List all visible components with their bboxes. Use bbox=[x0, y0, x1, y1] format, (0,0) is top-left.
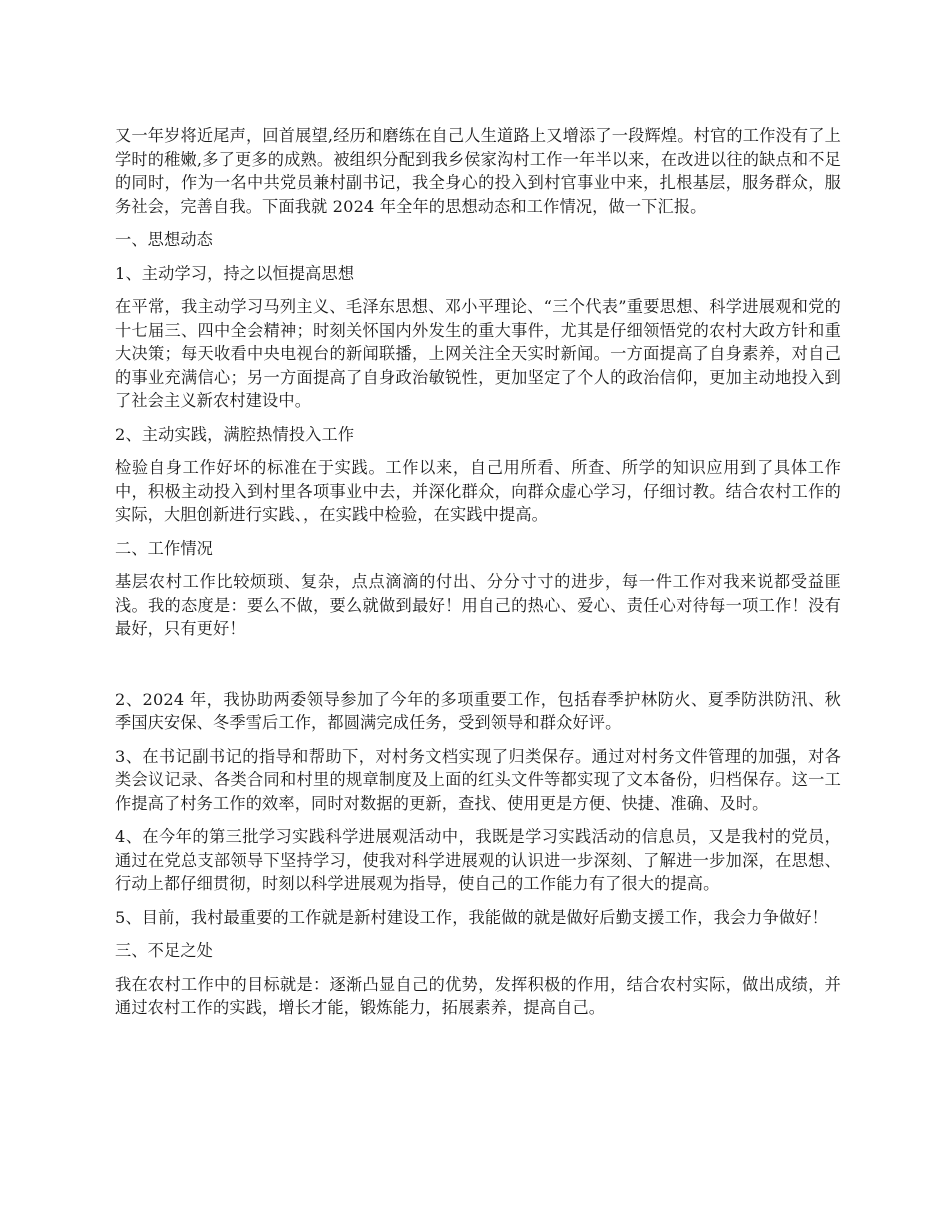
work-item-2: 2、2024 年，我协助两委领导参加了今年的多项重要工作，包括春季护林防火、夏季防洪防汛、秋季国庆安保、冬季雪后工作，都圆满完成任务，受到领导和群众好评。 bbox=[115, 689, 841, 732]
blank-gap bbox=[115, 651, 841, 688]
subheading-active-study: 1、主动学习，持之以恒提高思想 bbox=[115, 263, 355, 283]
subheading-active-practice: 2、主动实践，满腔热情投入工作 bbox=[115, 424, 355, 444]
work-item-4: 4、在今年的第三批学习实践科学进展观活动中，我既是学习实践活动的信息员，又是我村的党员，通过在党总支部领导下坚持学习，使我对科学进展观的认识进一步深刻、了解进一步加深，在思想、行动上都仔细贯彻，时刻以科学进展观为指导，使自己的工作能力有了很大的提高。 bbox=[115, 827, 841, 893]
section-heading-thought: 一、思想动态 bbox=[115, 230, 214, 249]
shortcomings-paragraph: 我在农村工作中的目标就是：逐渐凸显自己的优势，发挥积极的作用，结合农村实际，做出成绩，并通过农村工作的实践，增长才能，锻炼能力，拓展素养，提高自己。 bbox=[115, 974, 841, 1017]
work-item-3: 3、在书记副书记的指导和帮助下，对村务文档实现了归类保存。通过对村务文件管理的加强，对各类会议记录、各类合同和村里的规章制度及上面的红头文件等都实现了文本备份，归档保存。这一工作提高了村务工作的效率，同时对数据的更新，查找、使用更是方便、快捷、准确、及时。 bbox=[115, 746, 841, 813]
work-item-5: 5、目前，我村最重要的工作就是新村建设工作，我能做的就是做好后勤支援工作，我会力争做好！ bbox=[115, 907, 828, 927]
practice-paragraph: 检验自身工作好坏的标准在于实践。工作以来，自己用所看、所查、所学的知识应用到了具体工作中，积极主动投入到村里各项事业中去，并深化群众，向群众虚心学习，仔细讨教。结合农村工作的实际，大胆创新进行实践、，在实践中检验，在实践中提高。 bbox=[115, 458, 841, 524]
section-heading-work: 二、工作情况 bbox=[115, 538, 214, 558]
intro-paragraph: 又一年岁将近尾声，回首展望,经历和磨练在自己人生道路上又增添了一段辉煌。村官的工作没有了上学时的稚嫩,多了更多的成熟。被组织分配到我乡侯家沟村工作一年半以来，在改进以往的缺点和不足的同时，作为一名中共党员兼村副书记，我全身心的投入到村官事业中来，扎根基层，服务群众，服务社会，完善自我。下面我就 2024 年全年的思想动态和工作情况，做一下汇报。 bbox=[115, 126, 841, 216]
work-paragraph: 基层农村工作比较烦琐、复杂，点点滴滴的付出、分分寸寸的进步，每一件工作对我来说都受益匪浅。我的态度是：要么不做，要么就做到最好！用自己的热心、爱心、责任心对待每一项工作！没有最好，只有更好！ bbox=[115, 572, 841, 638]
section-heading-shortcomings: 三、不足之处 bbox=[115, 941, 214, 960]
document-body bbox=[115, 124, 841, 1030]
study-paragraph: 在平常，我主动学习马列主义、毛泽东思想、邓小平理论、“三个代表”重要思想、科学进展观和党的十七届三、四中全会精神；时刻关怀国内外发生的重大事件，尤其是仔细领悟党的农村大政方针和重大决策；每天收看中央电视台的新闻联播，上网关注全天实时新闻。一方面提高了自身素养，对自己的事业充满信心；另一方面提高了自身政治敏锐性，更加坚定了个人的政治信仰，更加主动地投入到了社会主义新农村建设中。 bbox=[115, 297, 841, 410]
